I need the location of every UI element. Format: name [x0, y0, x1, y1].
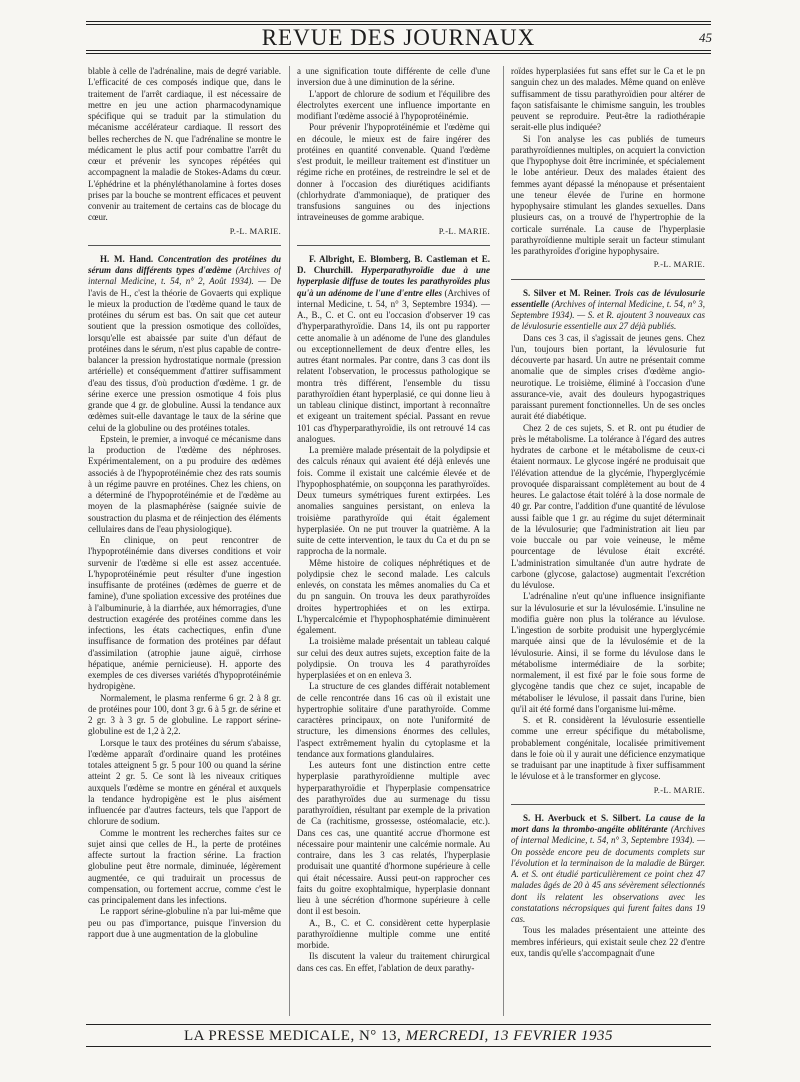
paragraph: Ils discutent la valeur du traitement chirurgical dans ces cas. En effet, l'ablation de deux parathy- [297, 951, 490, 973]
paragraph: De l'avis de H., c'est la théorie de Govaerts qui explique le mieux la production de l'œdème quand le taux de protéines du sérum est bas. On sait que cet auteur soutient que la pression osmotique des colloïdes, lorsqu'elle est abaissée par suite d'un défaut de protéines dans le sérum, n'est plus capable de contre-balancer la pression hydrostatique normale (pression artérielle) et conséquemment d'attirer suffisamment d'eau des tissus, d'où production d'œdème. 1 gr. de sérine exerce une pression osmotique 4 fois plus grande que 4 gr. de globuline. Aussi la tendance aux œdèmes suit-elle davantage le taux de la sérine que celui de la globuline ou des protéines totales. [88, 276, 281, 433]
column-3 [511, 66, 705, 1016]
header-rule [86, 53, 711, 54]
article-title: Hyperparathyroïdie due à une hyperplasie diffuse de toutes les parathyroïdes plus qu'à un adénome de l'une d'entre elles [297, 265, 490, 298]
page-footer [86, 1026, 711, 1046]
article-divider [511, 804, 705, 805]
section-title: REVUE DES JOURNAUX [261, 25, 536, 50]
article-heading [88, 254, 281, 434]
column-1 [88, 66, 281, 1016]
article-heading [511, 288, 705, 333]
article-author: H. M. Hand. [100, 253, 154, 264]
paragraph: Dans ces 3 cas, il s'agissait de jeunes gens. Chez l'un, toujours bien portant, la lévulosurie fut découverte par hasard. Un autre ne présentait comme anomalie que de simples crises d'œdème angio-neurotique. Le troisième, éliminé à l'occasion d'une assurance-vie, avait des douleurs hypogastriques paraissant purement fonctionnelles. Un de ses oncles aurait été diabétique. [511, 332, 705, 422]
article-author: F. Albright, E. Blomberg, B. Castleman et E. D. Churchill. [297, 253, 490, 275]
paragraph: Normalement, le plasma renferme 6 gr. 2 à 8 gr. de protéines pour 100, dont 3 gr. 6 à 5 gr. de sérine et 2 gr. 3 à 3 gr. 5 de globuline. Le rapport sérine-globuline est de 1,2 à 2,2. [88, 692, 281, 737]
footer-rule [86, 1046, 711, 1047]
column-separator [289, 66, 290, 1016]
header-rule [86, 50, 711, 51]
paragraph: La première malade présentait de la polydipsie et des calculs rénaux qui avaient été déjà enlevés une fois. Comme il existait une calcémie élevée et de l'hypophosphatémie, on soupçonna les parathyroïdes. Deux tumeurs symétriques furent extirpées. Les anomalies sanguines persistant, on enleva la troisième parathyroïde qui était également hyperplasiée. On ne put trouver la quatrième. A la suite de cette intervention, le taux du Ca et du pn se rapprocha de la normale. [297, 445, 490, 557]
article-citation: (Archives of internal Medicine, t. 54, n° 3, Septembre 1934). — S. et R. ajoutent 3 nouveaux cas de lévulosurie essentielle aux 27 déjà publiés. [511, 298, 705, 332]
paragraph: Les auteurs font une distinction entre cette hyperplasie parathyroïdienne multiple avec hyperparathyroïdie et l'hyperplasie compensatrice des parathyroïdes due au surmenage du tissu parathyroïdien, résultant par exemple de la privation de Ca (rachitisme, grossesse, ostéomalacie, etc.). Dans ces cas, une quantité accrue d'hormone est nécessaire pour maintenir une calcémie normale. Au contraire, dans les 3 cas relatés, l'hyperplasie produisait une quantité d'hormone supérieure à celle qui était nécessaire. Aussi peut-on rapprocher ces faits du goitre exophtalmique, hyperplasie donnant lieu à une sécrétion d'hormone supérieure à celle dont il est besoin. [297, 760, 490, 917]
paragraph: ils ont pu rapporter cette anomalie à un adénome de l'une des glandules ou exceptionnellement de deux d'entre elles, les autres étant normales. Par contre, dans 3 cas dont ils relatent l'observation, le processus pathologique se montra très différent, l'ensemble du tissu parathyroïdien étant hyperplasié, ce qui donne lieu à un tableau clinique distinct, important à reconnaître et exigeant un traitement spécial. Passant en revue 101 cas d'hyperparathyroïdie, ils ont retrouvé 14 cas analogues. [297, 321, 490, 444]
paragraph: La troisième malade présentait un tableau calqué sur celui des deux autres sujets, exception faite de la polydipsie. On trouva les 4 parathyroïdes hyperplasiées et on en enleva 3. [297, 636, 490, 680]
article-citation: (Archives of internal Medicine, t. 54, n° 3, Septembre 1934). — A., B., C. et C. ont eu l'occasion d'observer 19 cas d'hyperparathyroïdie. Dans 14, [297, 287, 490, 332]
paragraph: S. et R. considèrent la lévulosurie essentielle comme une erreur spécifique du métabolisme, probablement congénitale, localisée primitivement dans le foie où il y aurait une déficience enzymatique se traduisant par une inaptitude à fixer suffisamment le lévulose et à le transformer en glycose. [511, 715, 705, 782]
footer-rule [86, 1024, 711, 1025]
paragraph: roïdes hyperplasiées fut sans effet sur le Ca et le pn sanguin chez un des malades. Même quand on enlève suffisamment de tissu parathyroïdien pour altérer de façon satisfaisante le chimisme sanguin, les troubles peuvent se reproduire. Peut-être la radiothérapie serait-elle plus indiquée? [511, 66, 705, 133]
paragraph: L'apport de chlorure de sodium et l'équilibre des électrolytes exercent une influence importante en modifiant l'œdème associé à l'hypoprotéinémie. [297, 88, 490, 121]
paragraph: Pour prévenir l'hypoprotéinémie et l'œdème qui en découle, le mieux est de faire ingérer des protéines en quantité convenable. Quand l'œdème s'est produit, le meilleur traitement est d'instituer un régime riche en protéines, de restreindre le sel et de donner à l'occasion des diurétiques acidifiants (chlorhydrate d'ammoniaque), de pratiquer des transfusions sanguines ou des injections intraveineuses de gomme arabique. [297, 122, 490, 223]
paragraph: Chez 2 de ces sujets, S. et R. ont pu étudier de près le métabolisme. La tolérance à l'égard des autres hydrates de carbone et le métabolisme de ceux-ci étaient normaux. Le glycose ingéré ne produisait que l'élévation attendue de la glycémie, l'hyperglycémie provoquée disparaissant complètement au bout de 4 heures. Le galactose était toléré à la dose normale de 40 gr. Par contre, l'addition d'une quantité de lévulose aussi faible que 1 gr. au régime du sujet déterminait de la lévulosurie; que l'administration ait lieu par voie buccale ou par voie veineuse, le même pourcentage de lévulose était excrété. L'administration simultanée d'un autre hydrate de carbone (glycose, galactose) augmentait l'excrétion du lévulose. [511, 422, 705, 590]
article-citation: (Archives of internal Medicine, t. 54, n° 2, Août 1934). — [88, 265, 281, 287]
header-rule [86, 21, 711, 22]
paragraph: Tous les malades présentaient une atteinte des membres inférieurs, qui existait seule chez 22 d'entre eux, tandis qu'elle s'accompagnait d'une [511, 925, 705, 958]
signature: P.-L. MARIE. [438, 225, 490, 236]
signature: P.-L. MARIE. [653, 784, 705, 795]
column-2 [297, 66, 490, 1016]
paragraph: La structure de ces glandes différait notablement de celle rencontrée dans 16 cas où il existait une hypertrophie solitaire d'une parathyroïde. Comme caractères principaux, on note l'uniformité de structure, les dimensions énormes des cellules, l'aspect extrêmement hyalin du cytoplasme et la tendance aux formations glandulaires. [297, 681, 490, 759]
article-divider [88, 245, 281, 246]
footer-journal: LA PRESSE MEDICALE, N° 13, [183, 1028, 402, 1044]
paragraph: L'adrénaline n'eut qu'une influence insignifiante sur la lévulosurie et sur la lévulosémie. L'insuline ne modifia guère non plus la tolérance au lévulose. L'ingestion de sorbite produisit une hyperglycémie marquée ainsi que de la lévulosémie et de la lévulosurie. Ainsi, il se forme du lévulose dans le métabolisme intermédiaire de la sorbite; normalement, il est fixé par le foie sous forme de glycogène tandis que chez ce sujet, incapable de métaboliser le lévulose, il passait dans l'urine, bien qu'il ait été formé dans l'organisme lui-même. [511, 591, 705, 714]
article-divider [297, 245, 490, 246]
article-title: Trois cas de lévulosurie essentielle [511, 287, 705, 309]
paragraph: Si l'on analyse les cas publiés de tumeurs parathyroïdiennes multiples, on acquiert la conviction que l'hypophyse doit être incriminée, et spécialement le lobe antérieur. Deux des malades étaient des femmes ayant dépassé la ménopause et présentaient une teneur élevée de l'urine en hormone hypophysaire stimulant les glandes sexuelles. Dans plusieurs cas, on a trouvé de l'hypertrophie de la corticale surrénale. La cause de l'hyperplasie parathyroïdienne multiple serait un facteur stimulant les parathyroïdes d'origine hypophysaire. [511, 133, 705, 256]
paragraph: Comme le montrent les recherches faites sur ce sujet ainsi que celles de H., la perte de protéines affecte surtout la fraction sérine. La fraction globuline peut être normale, diminuée, légèrement augmentée, ce qui traduirait un processus de compensation, ou fortement accrue, comme c'est le cas principalement dans les infections. [88, 827, 281, 905]
footer-date: 13 FEVRIER 1935 [493, 1028, 614, 1044]
article-author: S. H. Averbuck et S. Silbert. [523, 812, 641, 823]
paragraph: Même histoire de coliques néphrétiques et de polydipsie chez le second malade. Les calculs enlevés, on constata les mêmes anomalies du Ca et du pn sanguin. On trouva les deux parathyroïdes droites hypertrophiées et on les extirpa. L'hypercalcémie et l'hypophosphatémie diminuèrent également. [297, 557, 490, 635]
footer-day: MERCREDI, [405, 1028, 489, 1044]
page-number: 45 [699, 30, 712, 45]
signature: P.-L. MARIE. [229, 225, 281, 236]
article-title: Concentration des protéines du sérum dans différents types d'œdème [88, 253, 281, 275]
article-citation: (Archives of internal Medicine, t. 54, n° 3, Septembre 1934). — On possède encore peu de documents complets sur l'évolution et la terminaison de la maladie de Bürger. A. et S. ont étudié particulièrement ce point chez 47 malades âgés de 20 à 45 ans sévèrement sélectionnés dont ils relatent les observations avec les constatations nécropsiques qui furent faites dans 19 cas. [511, 824, 705, 924]
paragraph: Lorsque le taux des protéines du sérum s'abaisse, l'œdème apparaît d'ordinaire quand les protéines totales atteignent 5 gr. 5 pour 100 ou quand la sérine atteint 2 gr. 5. Ce sont là les niveaux critiques auxquels l'œdème se montre en général et auxquels la tendance hydropigène est le plus aisément influencée par d'autres facteurs, tels que l'apport de chlorure de sodium. [88, 737, 281, 827]
paragraph: Epstein, le premier, a invoqué ce mécanisme dans la production de l'œdème des néphroses. Expérimentalement, on a pu produire des œdèmes associés à de l'hypoprotéinémie chez des rats soumis à un régime pauvre en protéines. Chez les chiens, on a déterminé de l'hypoprotéinémie et de l'œdème au moyen de la plasmaphérèse (saignée suivie de soustraction du plasma et de réinjection des éléments cellulaires dans de l'eau physiologique). [88, 433, 281, 534]
article-heading [511, 813, 705, 926]
article-heading [297, 254, 490, 445]
article-divider [511, 279, 705, 280]
article-title: La cause de la mort dans la thrombo-angéite oblitérante [511, 812, 705, 834]
paragraph: Le rapport sérine-globuline n'a par lui-même que peu ou pas d'importance, puisque l'inversion du rapport due à une augmentation de la globuline [88, 906, 281, 939]
article-author: S. Silver et M. Reiner. [523, 287, 612, 298]
column-separator [503, 66, 504, 1016]
signature: P.-L. MARIE. [653, 259, 705, 270]
paragraph: A., B., C. et C. considèrent cette hyperplasie parathyroïdienne multiple comme une entité morbide. [297, 917, 490, 950]
paragraph: a une signification toute différente de celle d'une inversion due à une diminution de la sérine. [297, 66, 490, 88]
paragraph: En clinique, on peut rencontrer de l'hypoprotéinémie dans diverses conditions et voir survenir de l'œdème si elle est assez accentuée. L'hypoprotéinémie peut résulter d'une ingestion insuffisante de protéines (œdèmes de guerre et de famine), d'une spoliation excessive des protéines due à l'albuminurie, à la diarrhée, aux hémorragies, d'une destruction exagérée des protéines comme dans les infections, les états cachectiques, enfin d'une insuffisance de formation des protéines par défaut d'assimilation (atrophie jaune aiguë, cirrhose hépatique, anémie pernicieuse). H. apporte des exemples de ces diverses variétés d'hypoprotéinémie hydropigène. [88, 535, 281, 692]
paragraph: blable à celle de l'adrénaline, mais de degré variable. L'efficacité de ces composés indique que, dans le traitement de l'arrêt cardiaque, il est nécessaire de mettre en jeu une action pharmacodynamique spécifique qui se traduit par la stimulation du mécanisme accélérateur cardiaque. Il ressort des belles recherches de N. que l'adrénaline se montre le médicament le plus actif pour combattre l'arrêt du cœur et prévenir les syncopes répétées qui accompagnent la maladie de Stokes-Adams du cœur. L'éphédrine et la phényléthanolamine à fortes doses prises par la bouche se montrent efficaces et peuvent convenir au traitement de certains cas de blocage du cœur. [88, 66, 281, 223]
